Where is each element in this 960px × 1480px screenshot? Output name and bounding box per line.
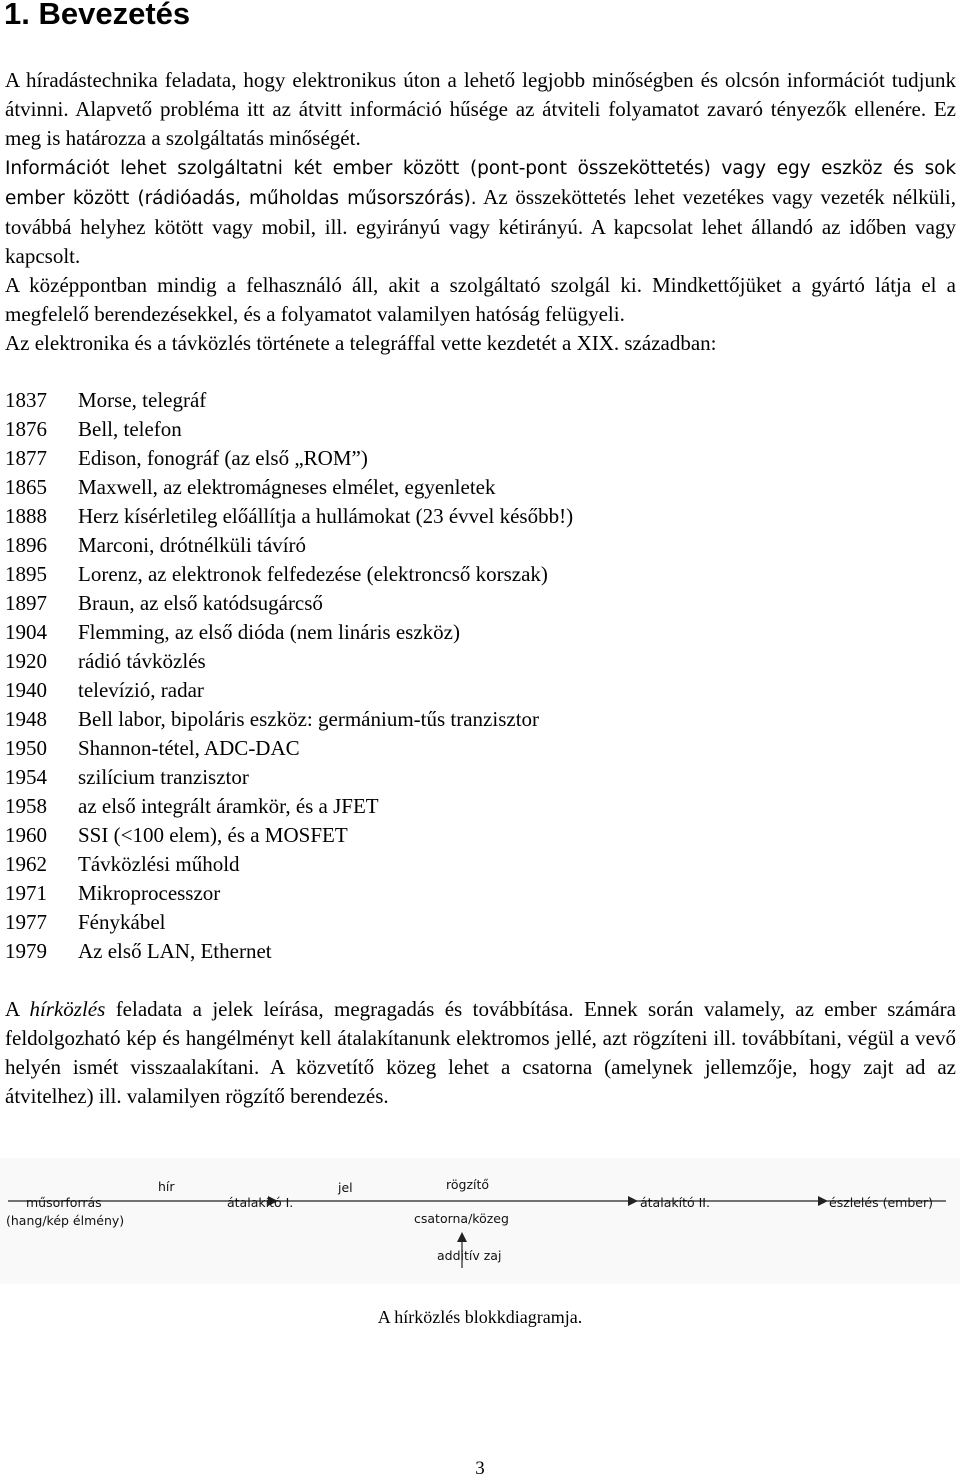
timeline-event: Braun, az első katódsugárcső (78, 591, 323, 615)
timeline-event: Mikroprocesszor (78, 881, 221, 905)
intro-paragraph-1: A híradástechnika feladata, hogy elektronikus úton a lehető legjobb minőségben és olcsón információt tudjunk átvinni. Alapvető probléma itt az átvitt információ hűsége az átviteli folyamatot zavaró tényezők ellenére. Ez meg is határozza a szolgáltatás minőségét. (5, 68, 956, 150)
intro-text (5, 66, 956, 358)
section-heading: 1. Bevezetés (4, 0, 191, 31)
timeline-year: 1948 (5, 707, 47, 731)
timeline-row (5, 473, 945, 502)
timeline-row (5, 705, 945, 734)
timeline-year: 1920 (5, 649, 47, 673)
timeline-event: Maxwell, az elektromágneses elmélet, egyenletek (78, 475, 496, 499)
timeline-event: Morse, telegráf (78, 388, 207, 412)
intro-paragraph-2a: Információt lehet szolgáltatni két ember között (pont-pont összeköttetés) vagy egy eszköz és sok ember között (rádióadás, műholdas műsorszórás). (5, 158, 956, 209)
timeline-row (5, 879, 945, 908)
timeline-event: Lorenz, az elektronok felfedezése (elektroncső korszak) (78, 562, 548, 586)
timeline-year: 1865 (5, 475, 47, 499)
label-atalakito2: átalakító II. (640, 1195, 710, 1210)
timeline-row (5, 908, 945, 937)
timeline-row (5, 531, 945, 560)
timeline-row (5, 444, 945, 473)
timeline-event: Fénykábel (78, 910, 166, 934)
communication-paragraph (5, 995, 956, 1111)
timeline-row (5, 647, 945, 676)
timeline-row (5, 415, 945, 444)
timeline-year: 1895 (5, 562, 47, 586)
label-hir: hír (158, 1179, 175, 1194)
label-rogzito: rögzítő (446, 1177, 490, 1192)
timeline-event: szilícium tranzisztor (78, 765, 249, 789)
timeline-row (5, 763, 945, 792)
timeline-row (5, 589, 945, 618)
label-eszleles: észlelés (ember) (829, 1195, 933, 1210)
label-zaj: additív zaj (437, 1248, 502, 1263)
label-musorforras: műsorforrás (26, 1195, 102, 1210)
timeline-year: 1962 (5, 852, 47, 876)
para2-after: feladata a jelek leírása, megragadás és továbbítása. Ennek során valamely, az ember számára feldolgozható kép és hangélményt kell átalakítanunk elektromos jellé, azt rögzíteni ill. továbbítani, végül a vevő helyén ismét visszaalakítani. A közvetítő közeg lehet a csatorna (amelynek jellemzője, hogy zajt ad az átvitelhez) ill. valamilyen rögzítő berendezés. (5, 997, 956, 1108)
timeline-year: 1897 (5, 591, 47, 615)
timeline-event: Bell, telefon (78, 417, 182, 441)
timeline-year: 1888 (5, 504, 47, 528)
intro-paragraph-2 (5, 153, 956, 271)
timeline-year: 1876 (5, 417, 47, 441)
timeline-year: 1954 (5, 765, 47, 789)
timeline-row (5, 937, 945, 966)
timeline-event: Herz kísérletileg előállítja a hullámokat (23 évvel később!) (78, 504, 574, 528)
diagram-caption: A hírközlés blokkdiagramja. (377, 1307, 583, 1327)
timeline-year: 1979 (5, 939, 47, 963)
timeline-year: 1958 (5, 794, 47, 818)
label-csatorna: csatorna/közeg (414, 1211, 509, 1226)
timeline-row (5, 821, 945, 850)
para2-term: hírközlés (29, 997, 106, 1021)
label-jel: jel (338, 1180, 353, 1195)
para2-before: A (5, 997, 30, 1021)
timeline-year: 1977 (5, 910, 47, 934)
page-number: 3 (475, 1458, 485, 1479)
timeline-year: 1896 (5, 533, 47, 557)
timeline-event: Edison, fonográf (az első „ROM”) (78, 446, 368, 470)
timeline-row (5, 734, 945, 763)
timeline-year: 1837 (5, 388, 47, 412)
timeline-year: 1877 (5, 446, 47, 470)
timeline-event: Bell labor, bipoláris eszköz: germánium-tűs tranzisztor (78, 707, 540, 731)
timeline-event: Flemming, az első dióda (nem lináris eszköz) (78, 620, 460, 644)
timeline-year: 1971 (5, 881, 47, 905)
timeline-event: Marconi, drótnélküli távíró (78, 533, 307, 557)
timeline-row (5, 502, 945, 531)
label-atalakito1: átalakító I. (227, 1195, 294, 1210)
timeline-year: 1940 (5, 678, 47, 702)
timeline-year: 1960 (5, 823, 47, 847)
timeline-event: Shannon-tétel, ADC-DAC (78, 736, 300, 760)
intro-paragraph-3: A középpontban mindig a felhasználó áll, akit a szolgáltató szolgál ki. Mindkettőjüket a gyártó látja el a megfelelő berendezésekkel, és a folyamatot valamilyen hatóság felügyeli. (5, 273, 956, 326)
timeline-row (5, 676, 945, 705)
timeline-row (5, 386, 945, 415)
timeline-year: 1904 (5, 620, 47, 644)
block-diagram (0, 1158, 960, 1284)
timeline-event: televízió, radar (78, 678, 204, 702)
timeline-event: SSI (<100 elem), és a MOSFET (78, 823, 348, 847)
intro-paragraph-2b: Az összeköttetés lehet vezetékes vagy vezeték nélküli, továbbá helyhez kötött vagy mobil, ill. egyirányú vagy kétirányú. A kapcsolat lehet állandó az időben vagy kapcsolt. (5, 185, 956, 268)
timeline-row (5, 618, 945, 647)
timeline-year: 1950 (5, 736, 47, 760)
history-timeline (5, 386, 945, 966)
timeline-event: Távközlési műhold (78, 852, 240, 876)
timeline-row (5, 792, 945, 821)
timeline-row (5, 560, 945, 589)
timeline-event: rádió távközlés (78, 649, 206, 673)
label-elmeny: (hang/kép élmény) (6, 1213, 125, 1228)
timeline-row (5, 850, 945, 879)
timeline-event: Az első LAN, Ethernet (78, 939, 272, 963)
timeline-event: az első integrált áramkör, és a JFET (78, 794, 379, 818)
intro-paragraph-4: Az elektronika és a távközlés története a telegráffal vette kezdetét a XIX. században: (5, 331, 717, 355)
